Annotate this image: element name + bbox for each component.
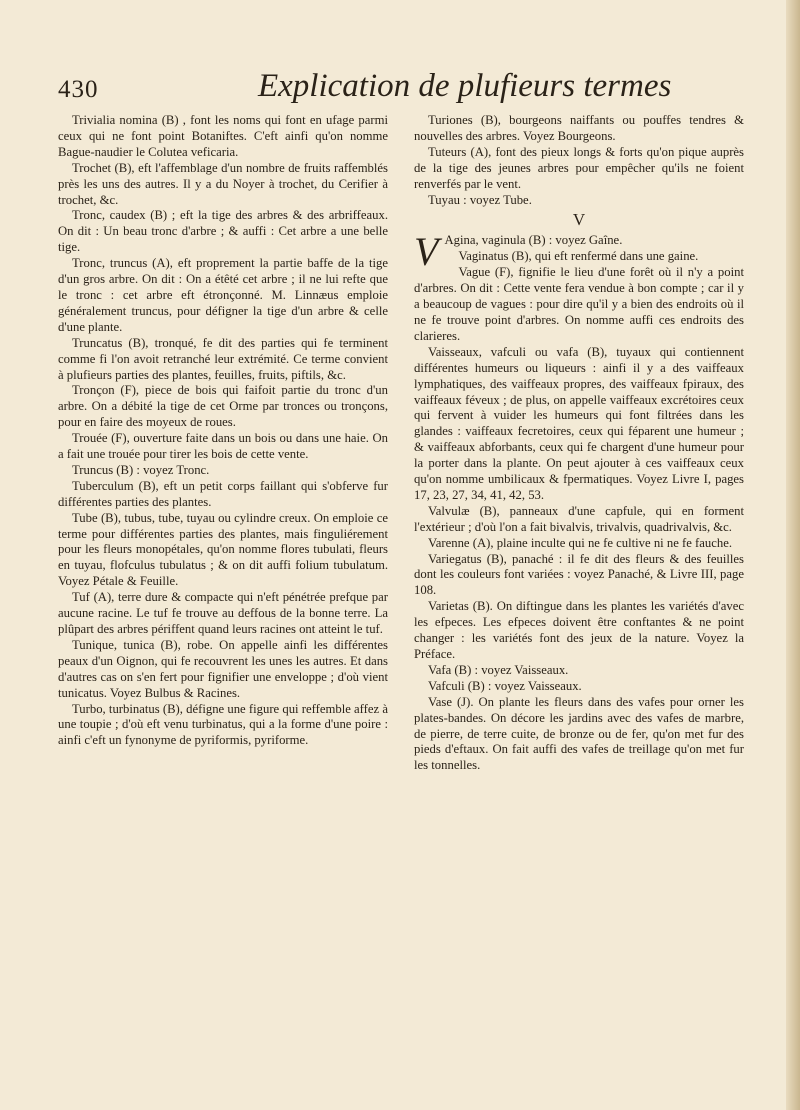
entry-trochet: Trochet (B), eft l'affemblage d'un nombre de fruits raffemblés près les uns des autres. Il y a du Noyer à trochet, du Cerifier à trochet, &c. — [58, 160, 388, 207]
entry-tunique: Tunique, tunica (B), robe. On appelle ainfi les différentes peaux d'un Oignon, qui fe recouvrent les unes les autres. Et dans d'autres cas on s'en fert pour fignifier une enveloppe ; d'où vient tunicatus. Voyez Bulbus & Racines. — [58, 637, 388, 700]
entry-tronc-truncus: Tronc, truncus (A), eft proprement la partie baffe de la tige d'un gros arbre. On dit : On a étêté cet arbre ; il ne lui refte que le tronc : cet arbre eft étronçonné. M. Linnæus emploie généralement truncus, pour défigner la tige d'un arbre & celle d'une plante. — [58, 256, 388, 334]
entry-truncus: Truncus (B) : voyez Tronc. — [72, 462, 210, 477]
entry-turbo: Turbo, turbinatus (B), défigne une figure qui reffemble affez à une toupie ; d'où eft venu turbinatus, qui a la forme d'une poire : ainfi c'eft un fynonyme de pyriformis, pyriforme. — [58, 701, 388, 748]
entry-vagina-text: Agina, vaginula (B) : voyez Gaîne. — [444, 233, 623, 248]
entry-vase: Vase (J). On plante les fleurs dans des vafes pour orner les plates-bandes. On décore les jardins avec des vafes de marbre, de pierre, de terre cuite, de bronze ou de fer, qu'on met fur des pieds d'eftaux. On fait auffi des vafes de treillage qu'on met fur les tonnelles. — [414, 694, 744, 773]
entry-tuberculum: Tuberculum (B), eft un petit corps faillant qui s'obferve fur différentes parties des plantes. — [58, 478, 388, 509]
page-edge — [786, 0, 800, 1110]
entry-turiones: Turiones (B), bourgeons naiffants ou pouffes tendres & nouvelles des arbres. Voyez Bourgeons. — [414, 113, 744, 143]
right-column — [414, 113, 744, 774]
entry-vague: Vague (F), fignifie le lieu d'une forêt où il n'y a point d'arbres. On dit : Cette vente fera vendue à bon compte ; car il y a beaucoup de vagues : pour dire qu'il y a bien des endroits où il ne fe trouve point d'arbres. On nomme auffi ces endroits des clarieres. — [414, 265, 744, 343]
entry-tuteurs: Tuteurs (A), font des pieux longs & forts qu'on pique auprès de la tige des jeunes arbres pour empêcher qu'ils ne foient renverfés par le vent. — [414, 144, 744, 191]
entry-vaisseaux: Vaisseaux, vafculi ou vafa (B), tuyaux qui contiennent différentes humeurs ou liqueurs : ainfi il y a des vaiffeaux lymphatiques, des vaiffeaux propres, des vaiffeaux fpiraux, des vaiffeaux féveux ; de plus, on appelle vaiffeaux excrétoires ceux qui fervent à vuider les humeurs qui font filtrées dans les glandes : vaiffeaux fecretoires, ceux qui féparent une humeur ; & vaiffeaux abforbants, ceux qui fe chargent d'une humeur pour la porter dans la plante. On peut ajouter à ces vaiffeaux ceux qu'on nomme umbilicaux & fpermatiques. Voyez Livre I, pages 17, 23, 27, 34, 41, 42, 53. — [414, 344, 744, 502]
entry-varietas: Varietas (B). On diftingue dans les plantes les variétés d'avec les efpeces. Les efpeces doivent être conftantes & ne point changer : les variétés font des jeux de la nature. Voyez la Préface. — [414, 599, 744, 661]
entry-trivialia: Trivialia nomina (B) , font les noms qui font en ufage parmi ceux qui ne font point Botaniftes. C'eft ainfi qu'on nomme Bague-naudier le Colutea veficaria. — [58, 113, 388, 159]
entry-tube: Tube (B), tubus, tube, tuyau ou cylindre creux. On emploie ce terme pour différentes parties des plantes, mais finguliérement pour les fleurs monopétales, qu'on nomme flores tubulati, fleurs en tuyau, flofculus tubulatus ; & on dit auffi folium tubulatum. Voyez Pétale & Feuille. — [58, 510, 388, 589]
drop-cap-letter: V — [414, 229, 439, 275]
entry-tronc-caudex: Tronc, caudex (B) ; eft la tige des arbres & des arbriffeaux. On dit : Un beau tronc d'arbre ; & auffi : Cet arbre a une belle tige. — [58, 208, 388, 255]
left-column — [58, 113, 388, 749]
entry-trouee: Trouée (F), ouverture faite dans un bois ou dans une haie. On a fait une trouée pour tirer les bois de cette vente. — [58, 431, 388, 462]
entry-vasa: Vafa (B) : voyez Vaisseaux. — [428, 662, 569, 677]
entry-variegatus: Variegatus (B), panaché : il fe dit des fleurs & des feuilles dont les couleurs font variées : voyez Panaché, & Livre III, page 108. — [414, 551, 744, 598]
page-header — [58, 68, 748, 112]
entry-tuf: Tuf (A), terre dure & compacte qui n'eft pénétrée prefque par aucune racine. Le tuf fe trouve au deffous de la bonne terre. La plûpart des arbres périffent quand leurs racines ont atteint le tuf. — [58, 590, 388, 636]
entry-valvulae: Valvulæ (B), panneaux d'une capfule, qui en forment l'extérieur ; d'où l'on a fait bivalvis, trivalvis, quadrivalvis, &c. — [414, 503, 744, 534]
entry-vasculi: Vafculi (B) : voyez Vaisseaux. — [428, 678, 582, 693]
running-title: Explication de plufieurs termes — [258, 68, 672, 104]
section-letter-heading: V — [572, 210, 586, 230]
entry-truncatus: Truncatus (B), tronqué, fe dit des parties qui fe terminent comme fi l'on avoit retranché leur extrémité. Ce terme convient à plufieurs parties des plantes, feuilles, fruits, piftils, &c. — [58, 335, 388, 382]
entry-varenne: Varenne (A), plaine inculte qui ne fe cultive ni ne fe fauche. — [428, 535, 733, 550]
entry-troncon: Tronçon (F), piece de bois qui faifoit partie du tronc d'un arbre. On a débité la tige de cet Orme par tronces ou tronçons, pour en faire des moyeux de roues. — [58, 383, 388, 430]
entry-tuyau: Tuyau : voyez Tube. — [428, 192, 532, 207]
entry-vaginatus: Vaginatus (B), qui eft renfermé dans une gaine. — [458, 249, 699, 264]
page-number: 430 — [58, 76, 99, 103]
